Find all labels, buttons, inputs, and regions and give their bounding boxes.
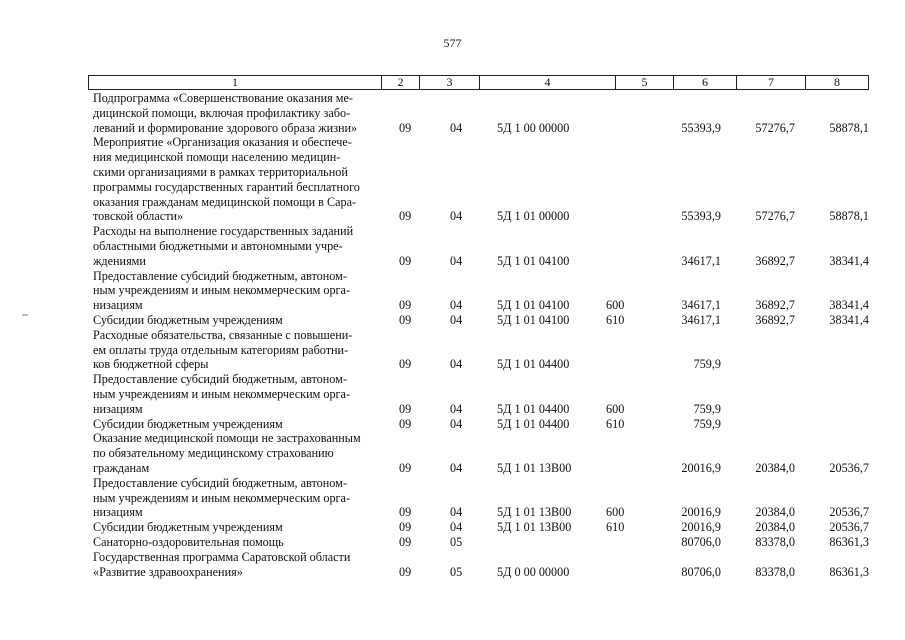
cell-c4: 5Д 1 01 13В00	[497, 460, 572, 475]
cell-c6: 80706,0	[681, 564, 721, 579]
table-row	[0, 313, 905, 328]
cell-c3: 04	[450, 401, 463, 416]
row-description	[93, 372, 380, 416]
cell-c3: 04	[450, 120, 463, 135]
description-line: Субсидии бюджетным учреждениям	[93, 313, 283, 327]
header-col-8: 8	[834, 75, 840, 89]
cell-c2: 09	[399, 313, 412, 327]
row-description	[93, 550, 380, 580]
cell-c5: 610	[606, 313, 625, 327]
description-line: гражданам	[93, 460, 150, 475]
cell-c3: 04	[450, 298, 463, 313]
description-line: ждениями	[93, 253, 146, 268]
cell-c6: 759,9	[693, 401, 721, 416]
cell-c8: 58878,1	[829, 120, 869, 135]
table-row	[0, 550, 905, 580]
cell-c4: 5Д 1 00 00000	[497, 120, 570, 135]
cell-c8: 38341,4	[829, 253, 869, 268]
table-row	[0, 91, 905, 135]
cell-c7: 83378,0	[755, 564, 795, 579]
table-row	[0, 431, 905, 475]
description-line: Государственная программа Саратовской области	[93, 549, 351, 564]
description-line: Предоставление субсидий бюджетным, автоном-	[93, 372, 347, 387]
cell-c4: 5Д 1 01 04100	[497, 298, 570, 313]
cell-c2: 09	[399, 209, 412, 224]
description-line: ным учреждениям и иным некоммерческим орга-	[93, 490, 351, 505]
table-row	[0, 224, 905, 268]
description-line: по обязательному медицинскому страхованию	[93, 446, 334, 461]
cell-c4: 5Д 1 01 04100	[497, 253, 570, 268]
cell-c3: 04	[450, 416, 463, 431]
table-row	[0, 476, 905, 520]
description-line: областными бюджетными и автономными учре-	[93, 238, 343, 253]
table-row	[0, 372, 905, 416]
cell-c2: 09	[399, 416, 412, 431]
cell-c4: 5Д 1 01 04400	[497, 401, 570, 416]
cell-c8: 38341,4	[829, 313, 869, 327]
row-description	[93, 269, 380, 313]
row-description	[93, 224, 380, 268]
description-line: леваний и формирование здорового образа жизни»	[93, 120, 358, 135]
header-col-6: 6	[674, 76, 737, 89]
cell-c2: 09	[399, 460, 412, 475]
header-col-2: 2	[382, 76, 420, 89]
cell-c2: 09	[399, 505, 412, 520]
row-description	[93, 313, 380, 328]
description-line: Предоставление субсидий бюджетным, автоном-	[93, 475, 347, 490]
description-line: ем оплаты труда отдельным категориям работни-	[93, 342, 349, 357]
cell-c2: 09	[399, 520, 412, 535]
description-line: дицинской помощи, включая профилактику забо-	[93, 105, 351, 120]
description-line: Субсидии бюджетным учреждениям	[93, 520, 283, 535]
cell-c7: 36892,7	[755, 298, 795, 313]
cell-c7: 83378,0	[755, 535, 795, 549]
header-col-5: 5	[616, 76, 674, 89]
cell-c7: 20384,0	[755, 460, 795, 475]
cell-c8: 20536,7	[829, 505, 869, 520]
description-line: «Развитие здравоохранения»	[93, 564, 243, 579]
table-row	[0, 535, 905, 550]
row-description	[93, 328, 380, 372]
cell-c4: 5Д 1 01 04100	[497, 313, 570, 327]
cell-c8: 38341,4	[829, 298, 869, 313]
description-line: Расходные обязательства, связанные с повышени-	[93, 327, 353, 342]
table-row	[0, 417, 905, 432]
description-line: Расходы на выполнение государственных заданий	[93, 224, 354, 239]
cell-c2: 09	[399, 120, 412, 135]
row-description	[93, 135, 380, 224]
header-col-7: 7	[737, 76, 806, 89]
cell-c8: 86361,3	[829, 564, 869, 579]
cell-c3: 04	[450, 505, 463, 520]
cell-c5: 610	[606, 520, 625, 535]
row-description	[93, 417, 380, 432]
cell-c6: 80706,0	[681, 535, 721, 549]
cell-c7: 57276,7	[755, 209, 795, 224]
cell-c2: 09	[399, 357, 412, 372]
cell-c6: 55393,9	[681, 120, 721, 135]
cell-c3: 05	[450, 535, 463, 549]
table-row	[0, 269, 905, 313]
table-header	[88, 75, 869, 90]
cell-c3: 04	[450, 460, 463, 475]
cell-c8: 86361,3	[829, 535, 869, 549]
row-description	[93, 431, 380, 475]
cell-c7: 36892,7	[755, 253, 795, 268]
description-line: ков бюджетной сферы	[93, 357, 209, 372]
cell-c7: 57276,7	[755, 120, 795, 135]
cell-c6: 759,9	[693, 416, 721, 431]
cell-c6: 759,9	[693, 357, 721, 372]
cell-c3: 05	[450, 564, 463, 579]
row-description	[93, 535, 380, 550]
description-line: Подпрограмма «Совершенствование оказания ме-	[93, 91, 353, 105]
description-line: товской области»	[93, 209, 184, 224]
cell-c8: 20536,7	[829, 520, 869, 535]
cell-c4: 5Д 1 01 13В00	[497, 505, 572, 520]
description-line: Предоставление субсидий бюджетным, автоном-	[93, 268, 347, 283]
cell-c6: 34617,1	[681, 313, 721, 327]
cell-c6: 20016,9	[681, 505, 721, 520]
description-line: оказания гражданам медицинской помощи в Сара-	[93, 194, 357, 209]
cell-c5: 600	[606, 505, 625, 520]
cell-c4: 5Д 1 01 04400	[497, 416, 570, 431]
row-description	[93, 91, 380, 135]
description-line: низациям	[93, 401, 143, 416]
cell-c7: 20384,0	[755, 505, 795, 520]
cell-c2: 09	[399, 401, 412, 416]
cell-c7: 36892,7	[755, 313, 795, 327]
cell-c6: 20016,9	[681, 520, 721, 535]
cell-c5: 610	[606, 416, 625, 431]
cell-c3: 04	[450, 313, 463, 327]
cell-c2: 09	[399, 298, 412, 313]
row-description	[93, 476, 380, 520]
cell-c3: 04	[450, 253, 463, 268]
cell-c4: 5Д 0 00 00000	[497, 564, 570, 579]
description-line: Субсидии бюджетным учреждениям	[93, 416, 283, 431]
cell-c6: 34617,1	[681, 253, 721, 268]
table-row	[0, 328, 905, 372]
cell-c7: 20384,0	[755, 520, 795, 535]
cell-c3: 04	[450, 209, 463, 224]
cell-c4: 5Д 1 01 04400	[497, 357, 570, 372]
description-line: ным учреждениям и иным некоммерческим орга-	[93, 283, 351, 298]
scan-speck	[22, 314, 28, 316]
cell-c3: 04	[450, 520, 463, 535]
cell-c6: 55393,9	[681, 209, 721, 224]
cell-c6: 34617,1	[681, 298, 721, 313]
description-line: ным учреждениям и иным некоммерческим орга-	[93, 386, 351, 401]
description-line: ния медицинской помощи населению медицин-	[93, 150, 341, 165]
cell-c3: 04	[450, 357, 463, 372]
description-line: Оказание медицинской помощи не застрахованным	[93, 431, 361, 446]
cell-c2: 09	[399, 535, 412, 549]
description-line: Мероприятие «Организация оказания и обеспече-	[93, 135, 352, 150]
cell-c6: 20016,9	[681, 460, 721, 475]
cell-c2: 09	[399, 253, 412, 268]
table-row	[0, 520, 905, 535]
cell-c4: 5Д 1 01 00000	[497, 209, 570, 224]
header-col-4: 4	[480, 76, 616, 89]
description-line: низациям	[93, 298, 143, 313]
cell-c5: 600	[606, 298, 625, 313]
page-number: 577	[443, 36, 462, 50]
cell-c8: 20536,7	[829, 460, 869, 475]
cell-c4: 5Д 1 01 13В00	[497, 520, 572, 535]
cell-c5: 600	[606, 401, 625, 416]
description-line: низациям	[93, 505, 143, 520]
table-row	[0, 135, 905, 224]
cell-c2: 09	[399, 564, 412, 579]
row-description	[93, 520, 380, 535]
description-line: скими организациями в рамках территориальной	[93, 164, 348, 179]
description-line: программы государственных гарантий бесплатного	[93, 179, 360, 194]
description-line: Санаторно-оздоровительная помощь	[93, 535, 284, 549]
header-col-1: 1	[89, 76, 382, 89]
cell-c8: 58878,1	[829, 209, 869, 224]
header-col-3: 3	[420, 76, 480, 89]
